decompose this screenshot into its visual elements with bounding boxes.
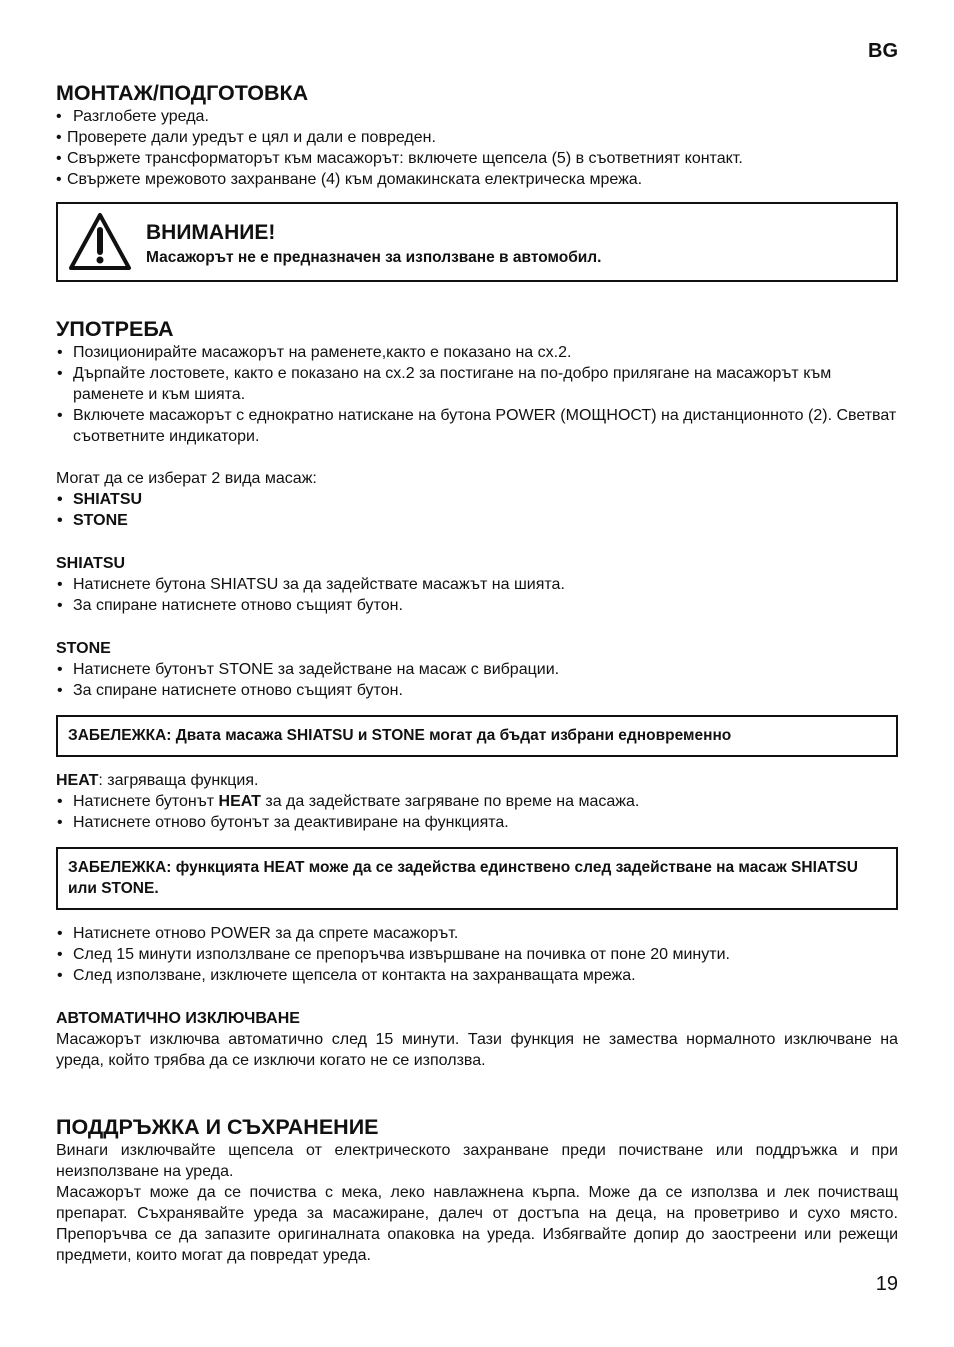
montage-title: МОНТАЖ/ПОДГОТОВКА	[56, 81, 309, 105]
list-item: • Натиснете отново бутонът за деактивиране на функцията.	[56, 812, 898, 833]
stone-list	[56, 659, 898, 701]
usage-list	[56, 342, 898, 447]
list-item: • За спиране натиснете отново същият бутон.	[56, 680, 898, 701]
list-item: • Включете масажорът с еднократно натискане на бутона POWER (МОЩНОСТ) на дистанционното (2). Светват съответните индикатори.	[56, 405, 898, 447]
list-item: • Позиционирайте масажорът на раменете,както е показано на сх.2.	[56, 342, 898, 363]
warning-triangle-icon	[68, 212, 132, 272]
maintenance-title: ПОДДРЪЖКА И СЪХРАНЕНИЕ	[56, 1115, 379, 1139]
list-item: • Разглобете уреда.	[56, 106, 898, 127]
final-list	[56, 923, 898, 986]
page-content	[56, 38, 898, 1266]
list-item: • За спиране натиснете отново същият бутон.	[56, 595, 898, 616]
stone-title: STONE	[56, 640, 111, 657]
page-number: 19	[875, 1273, 898, 1295]
heat-list	[56, 791, 898, 833]
note-text: ЗАБЕЛЕЖКА: Двата масажа SHIATSU и STONE могат да бъдат избрани едновременно	[68, 727, 732, 744]
list-item: • Натиснете отново POWER за да спрете масажорът.	[56, 923, 898, 944]
list-item: • Свържете мрежовото захранване (4) към домакинската електрическа мрежа.	[56, 169, 898, 190]
language-code: BG	[868, 40, 898, 62]
warning-box	[56, 202, 898, 282]
usage-title: УПОТРЕБА	[56, 317, 174, 341]
list-item: • Натиснете бутона SHIATSU за да задействате масажът на шията.	[56, 574, 898, 595]
list-item: • След 15 минути използлване се препоръчва извършване на почивка от поне 20 минути.	[56, 944, 898, 965]
list-item: • Натиснете бутонът STONE за задействане на масаж с вибрации.	[56, 659, 898, 680]
auto-off-text: Масажорът изключва автоматично след 15 минути. Тази функция не замества нормалното изключване на уреда, който трябва да се изключи когато не се използва.	[56, 1031, 898, 1069]
list-item: • Натиснете бутонът HEAT за да задействате загряване по време на масажа.	[56, 791, 898, 812]
note-text: ЗАБЕЛЕЖКА: функцията HEAT може да се задейства единствено след задействане на масаж SHIATSU или STONE.	[68, 859, 858, 897]
montage-list	[56, 106, 898, 190]
heat-desc: : загряваща функция.	[98, 772, 259, 789]
heat-description	[56, 770, 898, 791]
massage-types-intro: Могат да се изберат 2 вида масаж:	[56, 470, 317, 487]
auto-off-title: АВТОМАТИЧНО ИЗКЛЮЧВАНЕ	[56, 1010, 300, 1027]
heat-label: HEAT	[56, 772, 99, 789]
warning-title: ВНИМАНИЕ!	[146, 221, 276, 244]
list-item: • SHIATSU	[56, 489, 898, 510]
warning-text: Масажорът не е предназначен за използване в автомобил.	[146, 249, 602, 266]
shiatsu-list	[56, 574, 898, 616]
list-item: • Дърпайте лостовете, както е показано на сх.2 за постигане на по-добро прилягане на масажорът към раменете и към шията.	[56, 363, 898, 405]
shiatsu-title: SHIATSU	[56, 555, 126, 572]
list-item: • Свържете трансформаторът към масажорът: включете щепсела (5) в съответният контакт.	[56, 148, 898, 169]
note-box-1	[56, 715, 898, 757]
list-item: • След използване, изключете щепсела от контакта на захранващата мрежа.	[56, 965, 898, 986]
list-item: • STONE	[56, 510, 898, 531]
maintenance-para-2: Масажорът може да се почиства с мека, леко навлажнена кърпа. Може да се използва и лек почистващ препарат. Съхранявайте уреда за масажиране, далеч от достъпа на деца, на проветриво и сухо място. Препоръчва се да запазите оригиналната опаковка на уреда. Избягвайте допир до заостреени или режещи предмети, които могат да повредат уреда.	[56, 1184, 898, 1264]
note-box-2	[56, 847, 898, 910]
massage-types-list	[56, 489, 898, 531]
list-item: • Проверете дали уредът е цял и дали е повреден.	[56, 127, 898, 148]
maintenance-para-1: Винаги изключвайте щепсела от електрическото захранване преди почистване или поддръжка и при неизползване на уреда.	[56, 1142, 898, 1180]
